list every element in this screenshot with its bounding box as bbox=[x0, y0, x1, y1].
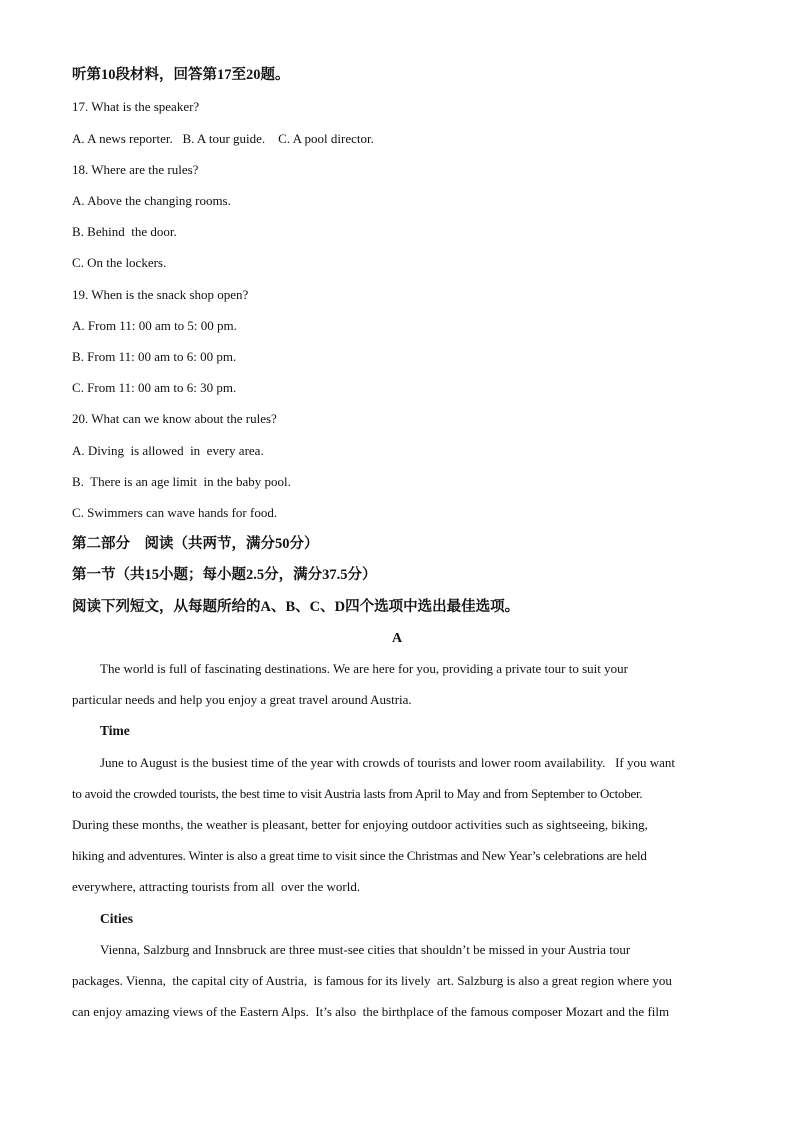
question-19-option-a: A. From 11: 00 am to 5: 00 pm. bbox=[72, 318, 237, 333]
question-18-option-a: A. Above the changing rooms. bbox=[72, 193, 231, 208]
reading-instructions: 阅读下列短文，从每题所给的A、B、C、D四个选项中选出最佳选项。 bbox=[72, 599, 520, 615]
paragraph-line: Vienna, Salzburg and Innsbruck are three must-see cities that shouldn’t be missed in your Austria tour bbox=[100, 942, 631, 957]
part-2-title: 第二部分 阅读（共两节，满分50分） bbox=[72, 536, 319, 552]
paragraph-line: particular needs and help you enjoy a great travel around Austria. bbox=[72, 692, 412, 707]
paragraph-line: During these months, the weather is pleasant, better for enjoying outdoor activities such as sightseeing, biking, bbox=[72, 817, 648, 832]
subheading-cities: Cities bbox=[100, 911, 133, 926]
question-19-option-b: B. From 11: 00 am to 6: 00 pm. bbox=[72, 349, 237, 364]
paragraph-line: can enjoy amazing views of the Eastern Alps. It’s also the birthplace of the famous composer Mozart and the film bbox=[72, 1004, 670, 1019]
passage-label: A bbox=[391, 631, 403, 646]
question-20-option-a: A. Diving is allowed in every area. bbox=[72, 443, 264, 458]
question-20-option-c: C. Swimmers can wave hands for food. bbox=[72, 505, 278, 520]
paragraph-line: June to August is the busiest time of the year with crowds of tourists and lower room availability. If you want bbox=[100, 755, 676, 770]
question-18-stem: 18. Where are the rules? bbox=[72, 162, 199, 177]
paragraph-line: to avoid the crowded tourists, the best time to visit Austria lasts from April to May and from September to October. bbox=[72, 786, 643, 801]
listening-section-header: 听第10段材料，回答第17至20题。 bbox=[72, 67, 290, 83]
section-1-title: 第一节（共15小题；每小题2.5分，满分37.5分） bbox=[72, 567, 377, 583]
paragraph-line: packages. Vienna, the capital city of Austria, is famous for its lively art. Salzburg is also a great region where you bbox=[72, 973, 672, 988]
paragraph-line: The world is full of fascinating destinations. We are here for you, providing a private tour to suit your bbox=[100, 661, 628, 676]
question-20-option-b: B. There is an age limit in the baby pool. bbox=[72, 474, 291, 489]
paragraph-line: hiking and adventures. Winter is also a great time to visit since the Christmas and New Year’s celebrations are held bbox=[72, 848, 647, 863]
question-18-option-b: B. Behind the door. bbox=[72, 224, 177, 239]
question-19-option-c: C. From 11: 00 am to 6: 30 pm. bbox=[72, 380, 237, 395]
question-17-options: A. A news reporter. B. A tour guide. C. A pool director. bbox=[72, 131, 374, 146]
paragraph-line: everywhere, attracting tourists from all over the world. bbox=[72, 879, 361, 894]
question-17-stem: 17. What is the speaker? bbox=[72, 99, 200, 114]
subheading-time: Time bbox=[100, 723, 130, 738]
question-19-stem: 19. When is the snack shop open? bbox=[72, 287, 249, 302]
question-18-option-c: C. On the lockers. bbox=[72, 255, 167, 270]
question-20-stem: 20. What can we know about the rules? bbox=[72, 411, 277, 426]
